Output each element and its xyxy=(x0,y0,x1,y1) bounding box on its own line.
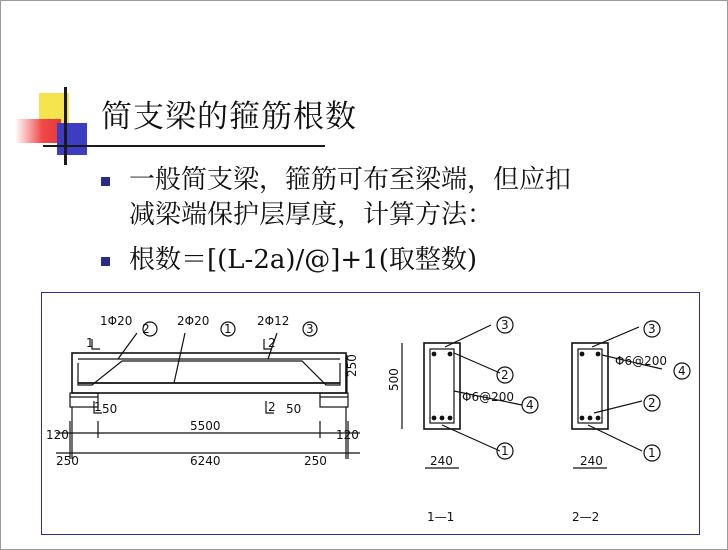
section-mark-2: 2 xyxy=(268,336,276,350)
section-1-name: 1—1 xyxy=(427,510,455,524)
beam-reinforcement-drawing xyxy=(41,292,700,535)
callout-2-label: 2 xyxy=(142,322,150,336)
height-dim-label: 250 xyxy=(345,354,359,377)
seat-right-label: 50 xyxy=(286,402,302,416)
seat-left-label: 50 xyxy=(102,402,118,416)
section-2-callout-a: 3 xyxy=(648,322,656,336)
edge-left-label: 120 xyxy=(46,428,69,442)
callout-1-label: 1 xyxy=(224,322,232,336)
bar-2-label: 2Φ20 xyxy=(177,314,210,328)
section-1-stirrup-label: Φ6@200 xyxy=(462,390,514,404)
section-1-height-label: 500 xyxy=(387,368,401,391)
section-1-callout-d: 1 xyxy=(501,444,509,458)
end-right-label: 250 xyxy=(304,454,327,468)
section-mark-1: 1 xyxy=(86,336,94,350)
section-mark-1b: 1 xyxy=(94,400,102,414)
decor-horizontal-line xyxy=(43,145,325,147)
bullet-1-line-2: 减梁端保护层厚度，计算方法： xyxy=(129,200,494,230)
section-1-width-label: 240 xyxy=(430,454,453,468)
bullet-square-icon xyxy=(101,177,110,186)
bullet-square-icon xyxy=(101,257,110,266)
callout-3-label: 3 xyxy=(306,322,314,336)
section-2-name: 2—2 xyxy=(572,510,600,524)
span-total-label: 6240 xyxy=(190,454,221,468)
section-1-stirrup xyxy=(430,349,454,423)
section-2-callout-d: 1 xyxy=(648,446,656,460)
section-1-callout-c: 4 xyxy=(526,398,534,412)
section-1-callout-a: 3 xyxy=(501,318,509,332)
section-2-stirrup-label: Φ6@200 xyxy=(615,354,667,368)
section-2-width-label: 240 xyxy=(580,454,603,468)
span-clear-label: 5500 xyxy=(190,419,221,433)
decor-red-square xyxy=(15,119,61,143)
support-right xyxy=(320,393,348,407)
section-2-callout-b: 4 xyxy=(678,364,686,378)
edge-right-label: 120 xyxy=(336,428,359,442)
decor-blue-square xyxy=(57,123,87,155)
decor-vertical-line xyxy=(64,87,67,165)
slide-title: 简支梁的箍筋根数 xyxy=(101,99,357,135)
section-2-callout-c: 2 xyxy=(648,396,656,410)
bent-bar xyxy=(78,361,340,385)
bar-1-label: 1Φ20 xyxy=(100,314,133,328)
drawing-svg xyxy=(42,293,699,534)
bullet-1-line-1: 一般简支梁，箍筋可布至梁端，但应扣 xyxy=(129,165,572,195)
bar-3-label: 2Φ12 xyxy=(257,314,290,328)
section-1-callout-b: 2 xyxy=(501,368,509,382)
end-left-label: 250 xyxy=(56,454,79,468)
bullet-2-formula: 根数＝[(L-2a)/@]+1(取整数) xyxy=(129,245,478,275)
section-mark-2b: 2 xyxy=(268,400,276,414)
